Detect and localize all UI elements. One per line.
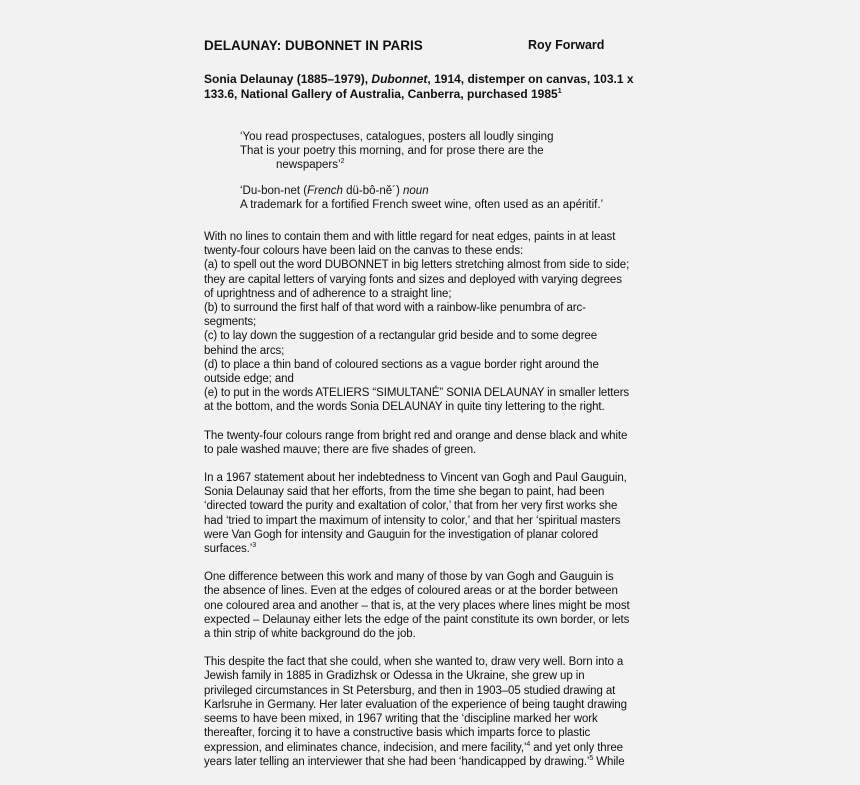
paragraph-3 — [204, 471, 664, 556]
text-line: segments; — [204, 316, 257, 329]
article — [204, 38, 664, 783]
article-title: DELAUNAY: DUBONNET IN PARIS — [204, 38, 423, 53]
text-line: at the bottom, and the words Sonia DELAUNAY in quite tiny lettering to the right. — [204, 401, 605, 414]
text-line: had ‘tried to impart the maximum of intensity to color,’ and that her ‘spiritual masters — [204, 514, 621, 527]
text-line — [204, 755, 664, 769]
dictionary-part-of-speech: noun — [403, 185, 429, 197]
text-line: seems to have been mixed, in 1967 writing that the ‘discipline marked her work — [204, 713, 598, 726]
text-line: This despite the fact that she could, when she wanted to, draw very well. Born into a — [204, 656, 624, 669]
dictionary-pronunciation: dü-bô-ně´) — [342, 185, 404, 197]
text-line: the absence of lines. Even at the edges of coloured areas or at the border between — [204, 585, 618, 598]
text-line: a thin strip of white background do the job. — [204, 628, 416, 641]
dictionary-headword: ‘Du-bon-net ( — [240, 185, 308, 197]
caption-medium: , 1914, distemper on canvas, 103.1 x — [427, 72, 634, 86]
text-line: (c) to lay down the suggestion of a rectangular grid beside and to some degree — [204, 330, 598, 343]
text-line: expected – Delaunay either lets the edge of the paint constitute its own border, or lets — [204, 613, 630, 626]
text-fragment: While — [593, 755, 625, 768]
header-row — [204, 38, 664, 60]
text-fragment: surfaces.’ — [204, 543, 253, 556]
text-fragment: years later telling an interviewer that she had been ‘handicapped by drawing.’ — [204, 755, 590, 768]
text-line: Jewish family in 1885 in Gradizhsk or Odessa in the Ukraine, she grew up in — [204, 670, 585, 683]
text-line: In a 1967 statement about her indebtedness to Vincent van Gogh and Paul Gauguin, — [204, 472, 627, 485]
text-line — [204, 542, 664, 556]
dictionary-entry — [240, 184, 664, 198]
footnote-ref-3[interactable]: 3 — [252, 542, 257, 550]
text-line: The twenty-four colours range from bright red and orange and dense black and white — [204, 429, 628, 442]
epigraph-line: ‘You read prospectuses, catalogues, posters all loudly singing — [240, 131, 554, 143]
footnote-ref-4[interactable]: 4 — [526, 740, 531, 748]
dictionary-definition: A trademark for a fortified French sweet wine, often used as an apéritif.’ — [240, 199, 604, 211]
dictionary-language: French — [307, 185, 343, 197]
caption-collection: 133.6, National Gallery of Australia, Canberra, purchased 1985 — [204, 87, 558, 101]
artwork-caption — [204, 72, 664, 102]
text-fragment: and yet only three — [530, 741, 623, 754]
paragraph-5 — [204, 655, 664, 769]
text-fragment: expression, and eliminates chance, indecision, and mere facility,’ — [204, 741, 527, 754]
epigraph-line: newspapers’ — [276, 159, 341, 171]
paragraph-4 — [204, 570, 664, 641]
text-line: Karlsruhe in Germany. Her later evaluation of the experience of being taught drawing — [204, 698, 627, 711]
footnote-ref-2[interactable]: 2 — [340, 158, 345, 166]
text-line: (b) to surround the first half of that word with a rainbow-like penumbra of arc- — [204, 302, 586, 315]
text-line: Sonia Delaunay said that her efforts, from the time she began to paint, had been — [204, 486, 605, 499]
text-line: With no lines to contain them and with little regard for neat edges, paints in at least — [204, 231, 616, 243]
text-line: twenty-four colours have been laid on the canvas to these ends: — [204, 245, 524, 258]
text-line: behind the arcs; — [204, 344, 285, 357]
epigraph-line: That is your poetry this morning, and for prose there are the — [240, 145, 544, 157]
paragraph-2 — [204, 429, 664, 457]
author-name: Roy Forward — [528, 38, 605, 52]
text-line: outside edge; and — [204, 373, 294, 386]
text-line: they are capital letters of varying fonts and sizes and deployed with varying degrees — [204, 273, 622, 286]
text-line: thereafter, forcing it to have a constructive basis which imparts force to plastic — [204, 727, 591, 740]
text-line: privileged circumstances in St Petersburg, and then in 1903–05 studied drawing at — [204, 684, 616, 697]
text-line: were Van Gogh for intensity and Gauguin for the investigation of planar colored — [204, 528, 598, 541]
text-line: one coloured area and another – that is, at the very places where lines might be most — [204, 599, 630, 612]
footnote-ref-5[interactable]: 5 — [589, 754, 594, 762]
text-line: One difference between this work and many of those by van Gogh and Gauguin is — [204, 571, 614, 584]
paragraph-1 — [204, 230, 664, 415]
text-line: ‘directed toward the purity and exaltation of color,’ that from her very first works she — [204, 500, 618, 513]
text-line: to pale washed mauve; there are five shades of green. — [204, 443, 477, 456]
caption-artwork-title: Dubonnet — [371, 72, 428, 86]
text-line: (d) to place a thin band of coloured sections as a vague border right around the — [204, 358, 599, 371]
text-line: of uprightness and of adherence to a straight line; — [204, 287, 452, 300]
text-line: (a) to spell out the word DUBONNET in big letters stretching almost from side to side; — [204, 259, 630, 272]
text-line — [204, 741, 664, 755]
text-line: (e) to put in the words ATELIERS “SIMULTANÉ” SONIA DELAUNAY in smaller letters — [204, 387, 630, 400]
epigraph-poem — [204, 130, 664, 212]
footnote-ref-1[interactable]: 1 — [557, 88, 562, 95]
caption-artist: Sonia Delaunay (1885–1979), — [204, 72, 372, 86]
